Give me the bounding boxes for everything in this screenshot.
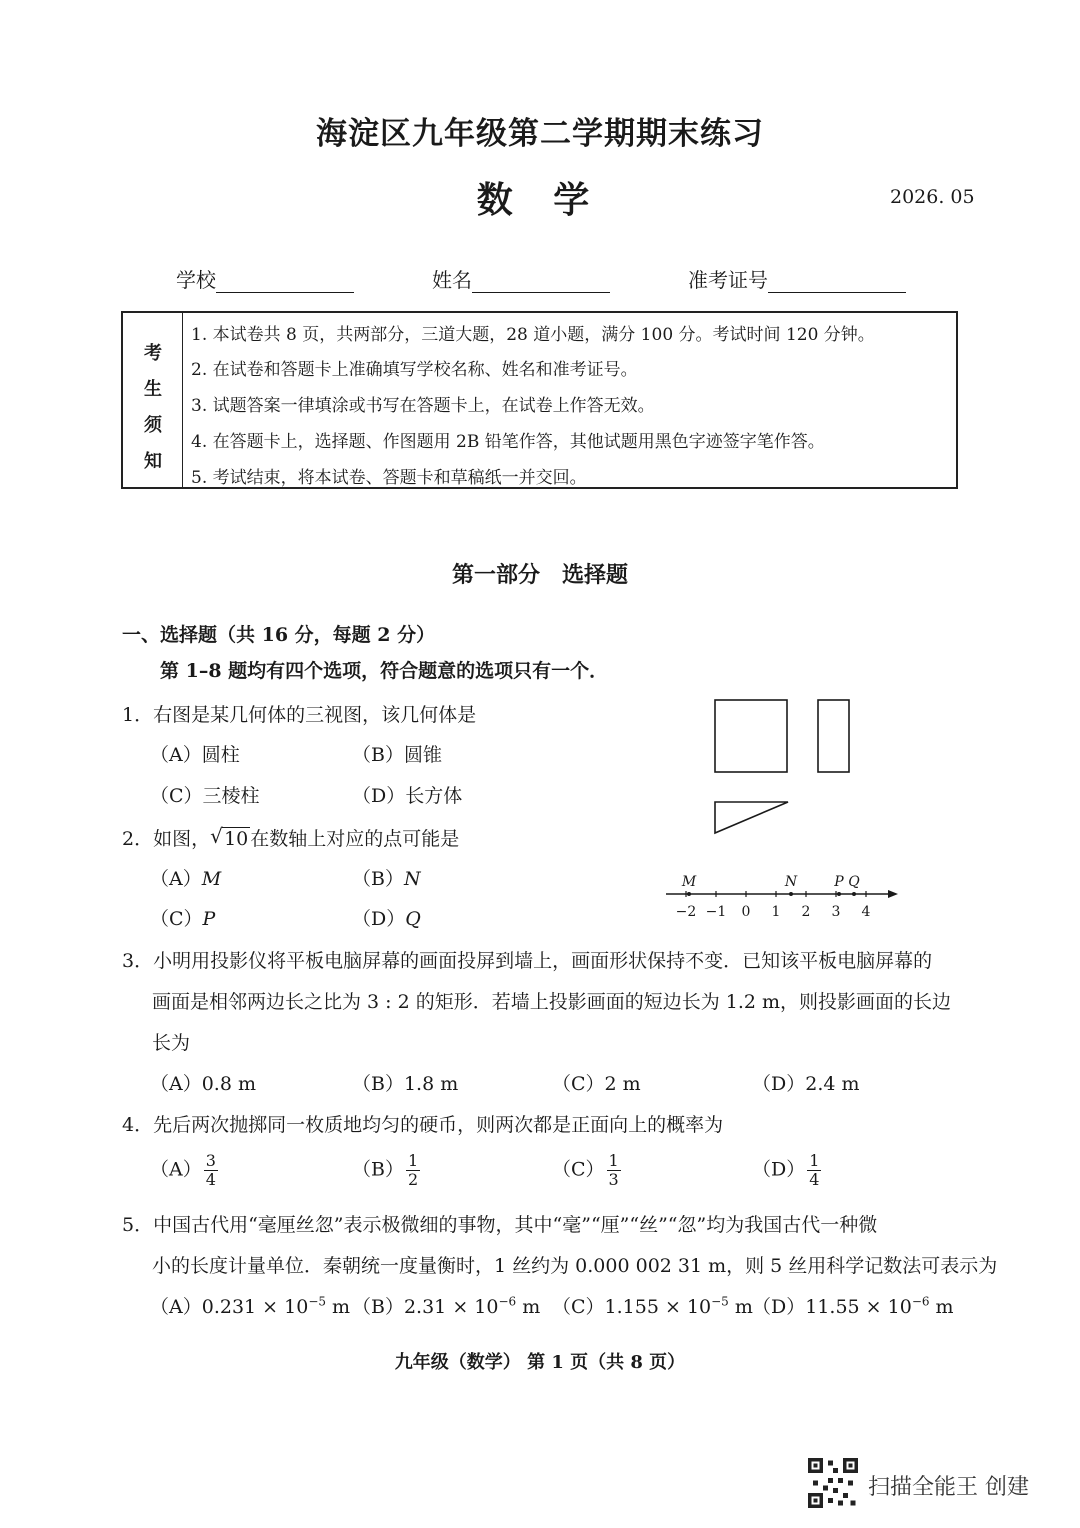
q2-option-c xyxy=(150,904,215,931)
option-letter: （C） xyxy=(552,1158,605,1181)
q4-option-d xyxy=(752,1152,821,1189)
option-value: N xyxy=(403,868,421,890)
q2-radicand: 10 xyxy=(224,828,249,850)
option-letter: （B） xyxy=(352,868,404,890)
option-letter: （B） xyxy=(352,1296,404,1318)
three-views-figure xyxy=(700,690,870,840)
school-label: 学校 xyxy=(176,268,216,292)
number-line xyxy=(660,868,910,924)
q3-line2: 画面是相邻两边长之比为 3 : 2 的矩形．若墙上投影画面的短边长为 1.2 m，则投影画面的长边 xyxy=(152,991,952,1013)
q3-option-b: （B）1.8 m xyxy=(352,1073,459,1095)
option-exponent: −6 xyxy=(498,1294,517,1309)
numerator: 3 xyxy=(205,1151,216,1170)
numerator: 1 xyxy=(608,1151,619,1170)
q5-option-c xyxy=(552,1292,753,1319)
option-mantissa: 1.155 × 10 xyxy=(604,1296,712,1318)
notice-label-char: 考 xyxy=(144,343,162,364)
denominator: 2 xyxy=(407,1170,419,1189)
denominator: 3 xyxy=(608,1170,619,1189)
denominator: 4 xyxy=(809,1170,820,1189)
option-value: M xyxy=(201,868,222,890)
number-line-tick-label: 3 xyxy=(831,904,841,920)
name-blank xyxy=(472,270,610,293)
q5-option-a xyxy=(150,1292,350,1319)
number-line-point xyxy=(789,892,793,896)
option-mantissa: 2.31 × 10 xyxy=(403,1296,499,1318)
school-field xyxy=(176,264,354,293)
notice-label-char: 知 xyxy=(144,451,162,472)
q3-line3: 长为 xyxy=(152,1032,191,1054)
q5-option-d xyxy=(752,1292,954,1319)
notice-item: 4. 在答题卡上，选择题、作图题用 2B 铅笔作答，其他试题用黑色字迹签字笔作答。 xyxy=(191,432,825,452)
fraction xyxy=(807,1152,821,1189)
option-letter: （A） xyxy=(150,1296,202,1318)
fraction xyxy=(204,1152,218,1189)
q4-option-a xyxy=(150,1152,218,1189)
q2-prefix: 2．如图， xyxy=(122,828,211,850)
side-view-rect xyxy=(818,700,849,772)
q5-line2: 小的长度计量单位．秦朝统一度量衡时，1 丝约为 0.000 002 31 m，则 5 丝用科学记数法可表示为 xyxy=(152,1255,998,1277)
option-letter: （D） xyxy=(752,1296,806,1318)
q2-text xyxy=(122,824,459,851)
option-letter: （A） xyxy=(150,1158,202,1181)
option-exponent: −5 xyxy=(711,1294,729,1309)
option-unit: m xyxy=(728,1296,753,1318)
part-title: 第一部分 选择题 xyxy=(451,562,628,588)
number-line-point-label: M xyxy=(681,874,697,890)
number-line-tick-label: −2 xyxy=(675,904,697,920)
q1-option-a: （A）圆柱 xyxy=(150,744,240,766)
option-letter: （A） xyxy=(150,868,202,890)
qr-code-icon xyxy=(808,1458,858,1508)
q1-option-c: （C）三棱柱 xyxy=(150,785,260,807)
section-instruction: 第 1–8 题均有四个选项，符合题意的选项只有一个． xyxy=(160,660,609,682)
number-line-point-label: N xyxy=(784,874,798,890)
notice-item: 2. 在试卷和答题卡上准确填写学校名称、姓名和准考证号。 xyxy=(191,360,638,380)
q2-option-b xyxy=(352,864,421,891)
option-unit: m xyxy=(516,1296,541,1318)
q4-option-b xyxy=(352,1152,420,1189)
page-footer: 九年级（数学） 第 1 页（共 8 页） xyxy=(394,1352,686,1373)
arrow-right-icon xyxy=(888,890,898,898)
exam-title: 海淀区九年级第二学期期末练习 xyxy=(316,116,764,152)
q3-option-c: （C）2 m xyxy=(552,1073,641,1095)
notice-item: 5. 考试结束，将本试卷、答题卡和草稿纸一并交回。 xyxy=(191,468,587,488)
q3-option-a: （A）0.8 m xyxy=(150,1073,256,1095)
option-exponent: −6 xyxy=(911,1294,930,1309)
numerator: 1 xyxy=(809,1151,820,1170)
notice-label-char: 生 xyxy=(144,379,162,400)
notice-item: 3. 试题答案一律填涂或书写在答题卡上，在试卷上作答无效。 xyxy=(191,396,655,416)
number-line-point xyxy=(852,892,856,896)
option-unit: m xyxy=(326,1296,351,1318)
q2-option-a xyxy=(150,864,221,891)
option-mantissa: 0.231 × 10 xyxy=(201,1296,309,1318)
q3-option-d: （D）2.4 m xyxy=(752,1073,860,1095)
number-line-point xyxy=(837,892,841,896)
numerator: 1 xyxy=(407,1151,419,1170)
option-letter: （D） xyxy=(352,908,406,930)
number-line-tick-label: −1 xyxy=(705,904,727,920)
q4-option-c xyxy=(552,1152,621,1189)
option-letter: （C） xyxy=(552,1296,605,1318)
number-line-tick-label: 2 xyxy=(801,904,811,920)
school-blank xyxy=(216,270,354,293)
q3-line1: 3．小明用投影仪将平板电脑屏幕的画面投屏到墙上，画面形状保持不变．已知该平板电脑屏幕的 xyxy=(122,950,933,972)
number-line-tick-label: 0 xyxy=(741,904,751,920)
notice-item: 1. 本试卷共 8 页，共两部分，三道大题，28 道小题，满分 100 分。考试时间 120 分钟。 xyxy=(191,325,875,345)
top-view-triangle xyxy=(715,802,788,833)
q2-sqrt xyxy=(210,824,250,850)
front-view-square xyxy=(715,700,787,772)
q4-text: 4．先后两次抛掷同一枚质地均匀的硬币，则两次都是正面向上的概率为 xyxy=(122,1114,724,1136)
q1-option-d: （D）长方体 xyxy=(352,785,463,807)
q1-option-b: （B）圆锥 xyxy=(352,744,442,766)
option-mantissa: 11.55 × 10 xyxy=(805,1296,912,1318)
option-value: P xyxy=(202,908,216,930)
q5-option-b xyxy=(352,1292,540,1319)
option-exponent: −5 xyxy=(308,1294,327,1309)
number-line-tick-label: 4 xyxy=(861,904,871,920)
option-letter: （B） xyxy=(352,1158,404,1181)
sqrt-sign-icon: √ xyxy=(210,824,223,848)
notice-box xyxy=(121,311,958,489)
number-line-tick-label: 1 xyxy=(771,904,781,920)
fraction xyxy=(607,1152,621,1189)
id-label: 准考证号 xyxy=(688,268,768,292)
number-line-point xyxy=(687,892,691,896)
exam-date: 2026. 05 xyxy=(890,186,975,208)
section-title: 一、选择题（共 16 分，每题 2 分） xyxy=(122,624,436,646)
q2-suffix: 在数轴上对应的点可能是 xyxy=(250,828,460,850)
fraction xyxy=(406,1152,420,1189)
notice-label xyxy=(123,313,183,487)
number-line-point-label: Q xyxy=(848,874,860,890)
q1-text: 1．右图是某几何体的三视图，该几何体是 xyxy=(122,704,477,726)
q5-line1: 5．中国古代用“毫厘丝忽”表示极微细的事物，其中“毫”“厘”“丝”“忽”均为我国古代一种微 xyxy=(122,1214,878,1236)
option-letter: （C） xyxy=(150,908,203,930)
name-label: 姓名 xyxy=(432,268,472,292)
q2-option-d xyxy=(352,904,421,931)
id-field xyxy=(688,264,906,293)
watermark-text: 扫描全能王 创建 xyxy=(868,1475,1029,1500)
id-blank xyxy=(768,270,906,293)
number-line-point-label: P xyxy=(834,874,844,890)
subject-title: 数 学 xyxy=(476,179,604,221)
option-letter: （D） xyxy=(752,1158,806,1181)
notice-label-char: 须 xyxy=(144,415,162,436)
option-value: Q xyxy=(405,908,421,930)
denominator: 4 xyxy=(205,1170,216,1189)
name-field xyxy=(432,264,610,293)
option-unit: m xyxy=(929,1296,954,1318)
